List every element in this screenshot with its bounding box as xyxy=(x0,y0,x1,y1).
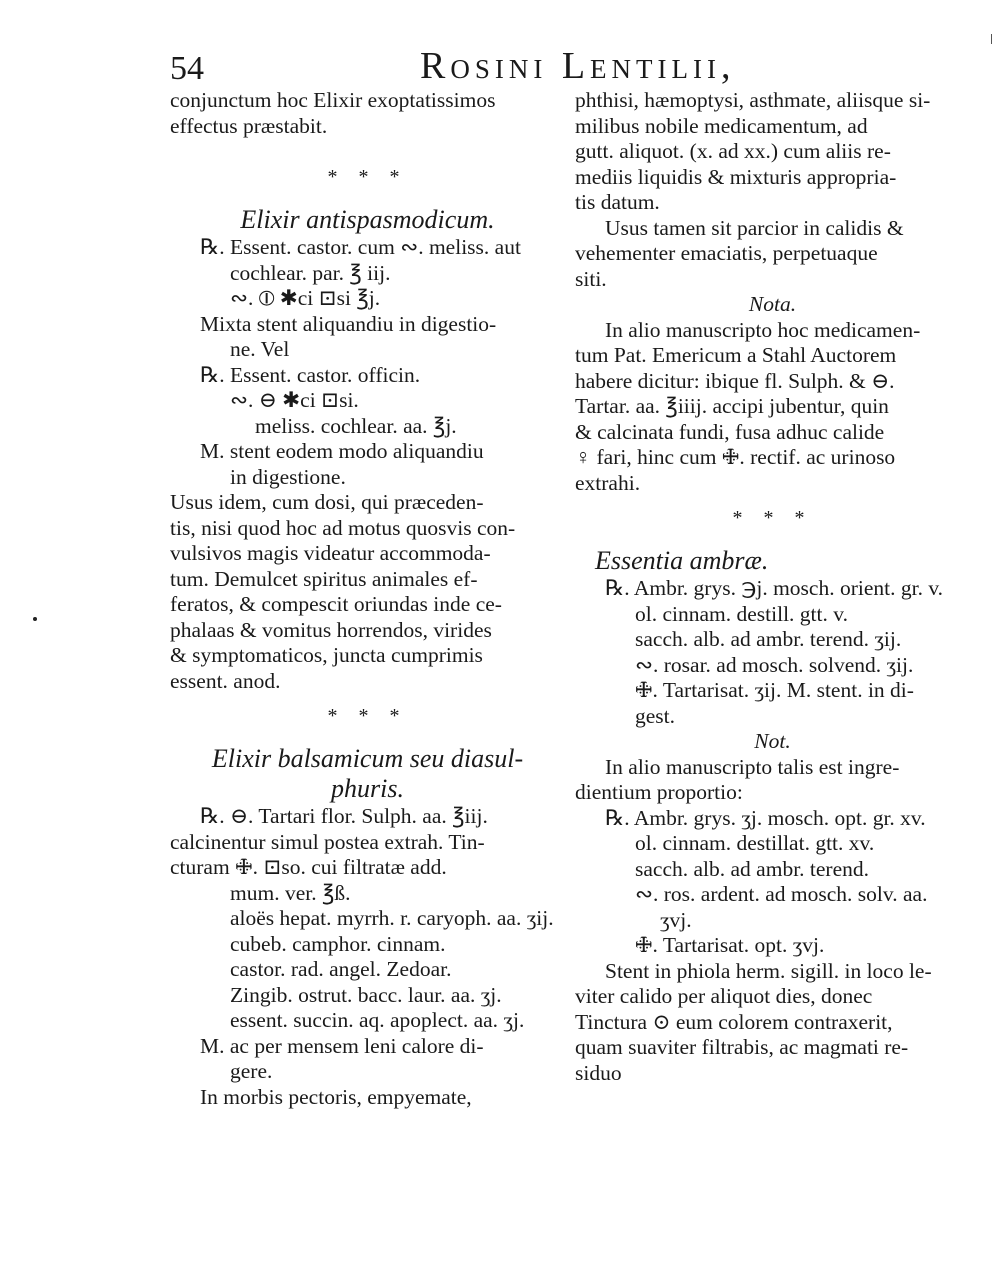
text-line: gest. xyxy=(635,703,676,728)
page-number: 54 xyxy=(170,50,204,87)
text-line: extrahi. xyxy=(575,470,641,495)
text-line: conjunctum hoc Elixir exoptatissimos xyxy=(170,88,496,112)
text-line: Zingib. ostrut. bacc. laur. aa. ʒj. xyxy=(230,982,502,1007)
running-head: Rosini Lentilii, xyxy=(420,45,736,87)
text-line: ʒvj. xyxy=(660,907,692,932)
text-line: In morbis pectoris, empyemate, xyxy=(200,1084,472,1109)
text-line: Usus idem, cum dosi, qui præceden- xyxy=(170,490,484,514)
section-heading: Elixir balsamicum seu diasul- xyxy=(211,744,524,773)
text-line: calcinentur simul postea extrah. Tin- xyxy=(170,829,485,854)
text-line: ℞. Essent. castor. officin. xyxy=(200,362,421,387)
text-line: vehementer emaciatis, perpetuaque xyxy=(575,241,878,265)
text-line: effectus præstabit. xyxy=(170,113,328,138)
section-heading: Elixir antispasmodicum. xyxy=(240,205,495,234)
text-line: mum. ver. ℥ß. xyxy=(230,880,351,905)
text-line: ne. Vel xyxy=(230,337,290,361)
section-heading: Essentia ambræ. xyxy=(595,546,769,575)
text-line: phthisi, hæmoptysi, asthmate, aliisque si- xyxy=(575,88,931,112)
text-line: ♀ fari, hinc cum 🜋. rectif. ac urinoso xyxy=(575,445,896,469)
text-line: & symptomaticos, juncta cumprimis xyxy=(170,643,483,667)
page-edge-mark xyxy=(991,34,992,44)
text-line: Nota. xyxy=(748,292,797,316)
text-line: ol. cinnam. destill. gtt. v. xyxy=(635,601,848,626)
margin-speck xyxy=(33,617,37,621)
text-line: siti. xyxy=(575,266,607,291)
text-line: tis, nisi quod hoc ad motus quosvis con- xyxy=(170,515,516,540)
text-line: ℞. ⊖. Tartari flor. Sulph. aa. ℥iij. xyxy=(200,804,488,828)
asterism: * * * xyxy=(327,166,408,188)
text-line: cturam 🜋. ⊡so. cui filtratæ add. xyxy=(170,855,447,879)
text-line: viter calido per aliquot dies, donec xyxy=(575,984,873,1008)
text-line: Tinctura ⊙ eum colorem contraxerit, xyxy=(575,1009,893,1034)
text-line: mediis liquidis & mixturis appropria- xyxy=(575,164,897,189)
section-heading: phuris. xyxy=(331,774,404,803)
text-line: In alio manuscripto hoc medicamen- xyxy=(605,317,921,342)
text-line: ℞. Essent. castor. cum ∾. meliss. aut xyxy=(200,235,521,259)
text-line: Stent in phiola herm. sigill. in loco le- xyxy=(605,958,932,983)
text-line: essent. succin. aq. apoplect. aa. ʒj. xyxy=(230,1008,525,1032)
text-line: quam suaviter filtrabis, ac magmati re- xyxy=(575,1035,909,1059)
left-column xyxy=(170,88,565,1110)
text-line: ∾. ros. ardent. ad mosch. solv. aa. xyxy=(635,882,928,906)
text-line: dientium proportio: xyxy=(575,780,743,804)
text-line: Usus tamen sit parcior in calidis & xyxy=(605,215,904,240)
text-line: ℞. Ambr. grys. ℈j. mosch. orient. gr. v. xyxy=(605,576,944,600)
text-line: feratos, & compescit oriundas inde ce- xyxy=(170,592,502,616)
text-line: tum. Demulcet spiritus animales ef- xyxy=(170,566,478,591)
text-line: habere dicitur: ibique fl. Sulph. & ⊖. xyxy=(575,368,895,393)
text-line: In alio manuscripto talis est ingre- xyxy=(605,754,900,779)
text-line: sacch. alb. ad ambr. terend. ʒij. xyxy=(635,627,902,651)
text-line: ∾. rosar. ad mosch. solvend. ʒij. xyxy=(635,652,914,677)
text-line: tis datum. xyxy=(575,190,660,214)
text-line: vulsivos magis videatur accommoda- xyxy=(170,541,491,565)
text-line: 🜋. Tartarisat. opt. ʒvj. xyxy=(635,933,825,957)
right-column xyxy=(575,88,970,1086)
text-line: tum Pat. Emericum a Stahl Auctorem xyxy=(575,343,897,367)
text-line: cochlear. par. ℥ iij. xyxy=(230,260,391,285)
text-line: ol. cinnam. destillat. gtt. xv. xyxy=(635,831,875,855)
text-line: & calcinata fundi, fusa adhuc calide xyxy=(575,419,885,444)
text-line: Mixta stent aliquandiu in digestio- xyxy=(200,311,497,336)
text-line: meliss. cochlear. aa. ℥j. xyxy=(255,413,457,438)
text-line: essent. anod. xyxy=(170,668,281,693)
text-line: aloës hepat. myrrh. r. caryoph. aa. ʒij. xyxy=(230,906,554,930)
text-line: ℞. Ambr. grys. ʒj. mosch. opt. gr. xv. xyxy=(605,805,926,830)
asterism: * * * xyxy=(732,507,813,529)
text-line: Tartar. aa. ℥iiij. accipi jubentur, quin xyxy=(575,394,889,418)
text-line: Not. xyxy=(754,729,791,753)
text-line: gere. xyxy=(230,1059,273,1083)
text-line: ∾. ⦶ ✱ci ⊡si ℥j. xyxy=(230,286,381,310)
text-line: in digestione. xyxy=(230,464,346,489)
text-line: phalaas & vomitus horrendos, virides xyxy=(170,617,492,642)
text-line: siduo xyxy=(575,1060,622,1085)
text-line: castor. rad. angel. Zedoar. xyxy=(230,957,452,981)
text-line: cubeb. camphor. cinnam. xyxy=(230,931,446,956)
asterism: * * * xyxy=(327,705,408,727)
text-line: 🜋. Tartarisat. ʒij. M. stent. in di- xyxy=(635,678,914,702)
text-line: M. ac per mensem leni calore di- xyxy=(200,1033,484,1058)
text-line: M. stent eodem modo aliquandiu xyxy=(200,439,484,463)
text-line: milibus nobile medicamentum, ad xyxy=(575,113,868,138)
text-line: ∾. ⊖ ✱ci ⊡si. xyxy=(230,388,359,412)
text-line: gutt. aliquot. (x. ad xx.) cum aliis re- xyxy=(575,139,891,163)
spacer xyxy=(170,139,565,169)
text-line: sacch. alb. ad ambr. terend. xyxy=(635,856,870,881)
